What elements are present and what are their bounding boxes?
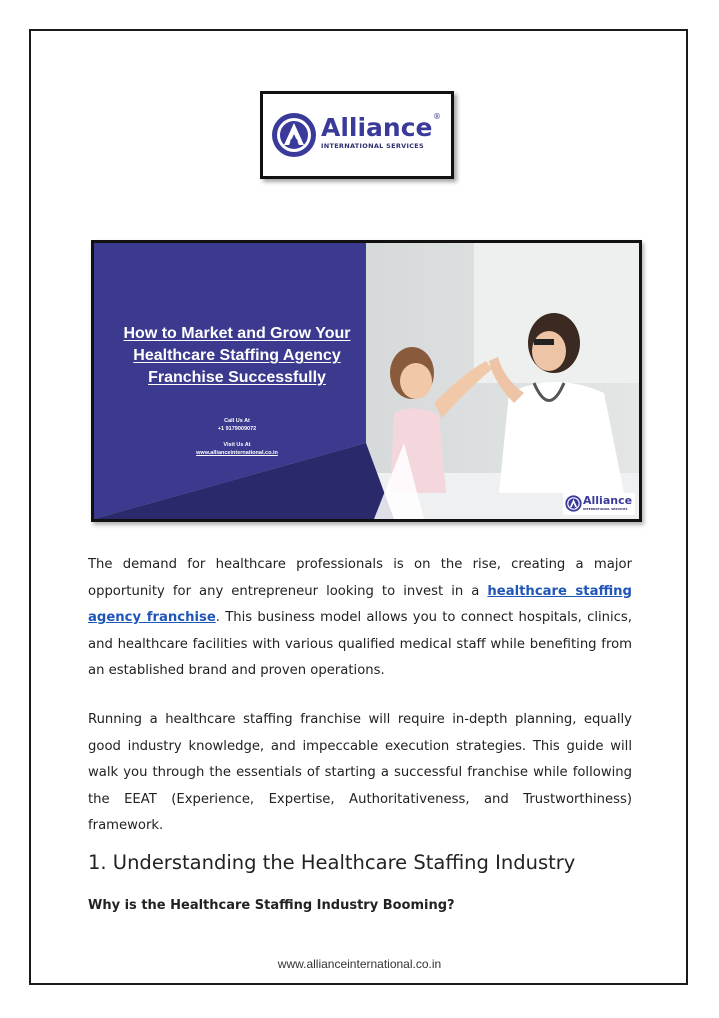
guide-paragraph: Running a healthcare staffing franchise will require in-depth planning, equally good industry knowledge, and impeccable execution strategies. This guide will walk you through the essentials of starting a successful franchise while following the EEAT (Experience, Expertise, Authoritativeness, and Trustworthiness) framework. <box>88 712 632 833</box>
banner-title-line-3: Franchise Successfully <box>148 369 326 386</box>
banner-title <box>106 323 368 389</box>
intro-text-start: The demand for healthcare professionals is on the rise, creating a major opportunity for any entrepreneur looking to invest in a <box>88 557 632 599</box>
section-heading: 1. Understanding the Healthcare Staffing Industry <box>88 851 576 874</box>
phone-number: +1 9179009072 <box>217 426 257 432</box>
company-logo <box>260 91 454 179</box>
banner-logo-tagline: INTERNATIONAL SERVICES <box>583 507 628 511</box>
alliance-a-logo-icon <box>565 495 582 512</box>
logo-wordmark: Alliance <box>321 113 433 142</box>
registered-mark: ® <box>433 112 441 121</box>
hero-banner <box>91 240 642 522</box>
alliance-a-logo-icon <box>271 112 317 158</box>
banner-logo <box>563 493 635 515</box>
footer-url: www.allianceinternational.co.in <box>277 957 442 971</box>
banner-title-line-1: How to Market and Grow Your <box>123 325 351 342</box>
banner-website: www.allianceinternational.co.in <box>196 450 278 456</box>
franchise-link[interactable]: healthcare staffing agency franchise <box>88 583 632 625</box>
banner-contact <box>106 417 368 457</box>
visit-label: Visit Us At <box>223 442 251 448</box>
logo-tagline: INTERNATIONAL SERVICES <box>321 142 425 150</box>
banner-logo-wordmark: Alliance <box>583 494 633 507</box>
banner-title-line-2: Healthcare Staffing Agency <box>133 347 341 364</box>
call-label: Call Us At <box>224 418 250 424</box>
intro-paragraph <box>88 552 632 685</box>
section-subheading: Why is the Healthcare Staffing Industry Booming? <box>88 898 455 913</box>
intro-text-end: . This business model allows you to connect hospitals, clinics, and healthcare facilities with various qualified medical staff while benefiting from an established brand and proven operations. <box>88 610 632 678</box>
